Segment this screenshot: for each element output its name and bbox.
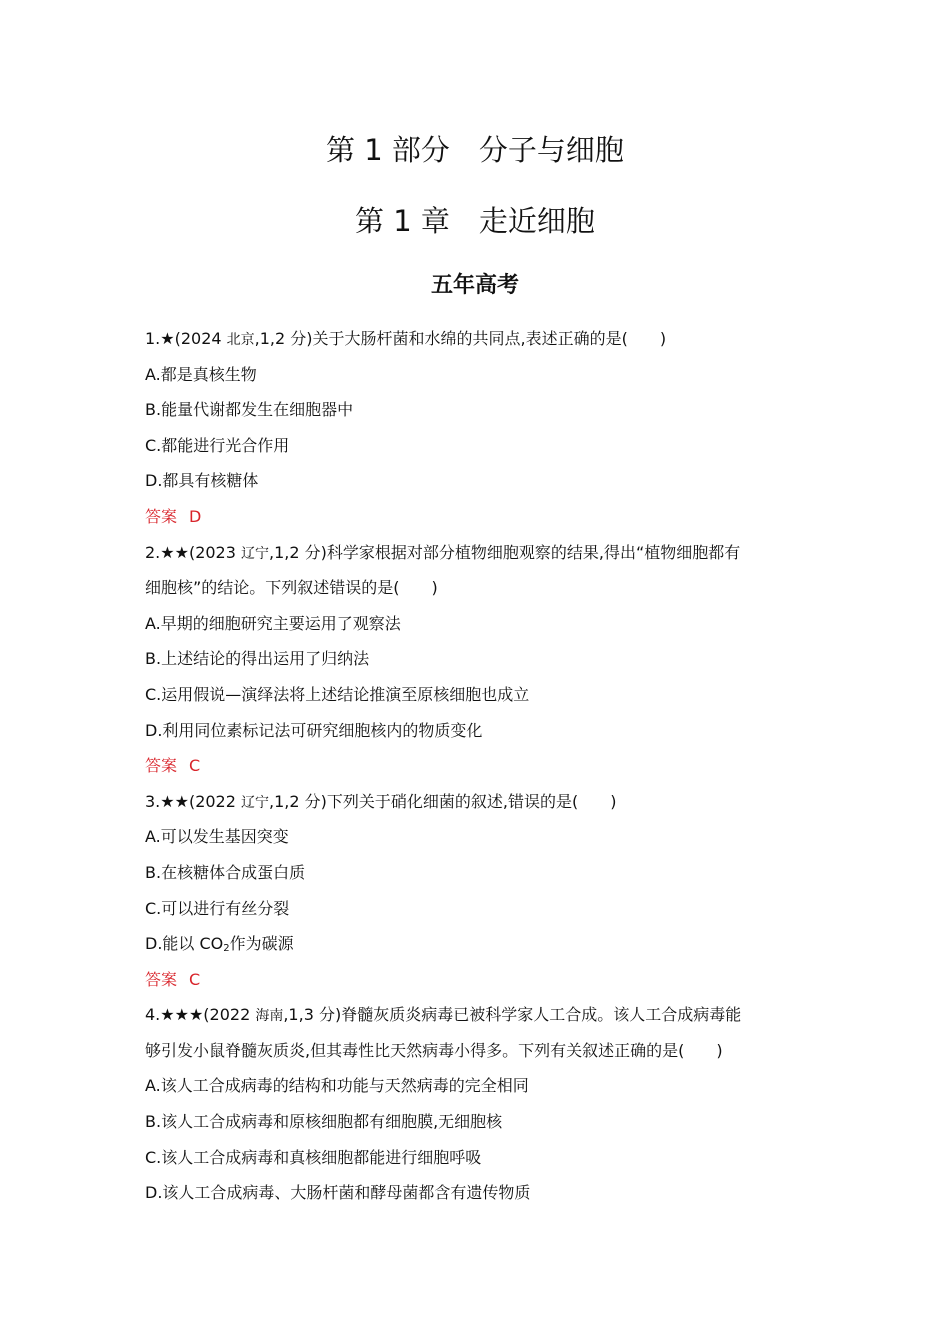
question-4-stem [145, 997, 815, 1033]
question-number: 4. [145, 1005, 161, 1025]
option-b: B.能量代谢都发生在细胞器中 [145, 400, 354, 420]
source-place: 海南 [255, 1008, 284, 1025]
question-1-stem [145, 321, 815, 357]
answer-3 [145, 962, 815, 998]
answer-2 [145, 748, 815, 784]
section-title: 五年高考 [430, 273, 519, 298]
question-number: 3. [145, 791, 161, 811]
source-score: ,1,2 分) [254, 329, 313, 348]
stem-text: 下列关于硝化细菌的叙述,错误的是( ) [326, 791, 617, 811]
stem-text: 科学家根据对部分植物细胞观察的结果,得出“植物细胞都有 [326, 542, 741, 562]
question-2-stem [145, 535, 815, 571]
source-year: (2024 [174, 329, 227, 348]
answer-1 [145, 499, 815, 535]
option-c: C.都能进行光合作用 [145, 435, 290, 455]
difficulty-stars: ★ [160, 329, 175, 348]
question-4-stem-cont: 够引发小鼠脊髓灰质炎,但其毒性比天然病毒小得多。下列有关叙述正确的是( ) [145, 1040, 723, 1060]
option-d-suffix: 作为碳源 [229, 934, 294, 954]
option-c: C.运用假说—演绎法将上述结论推演至原核细胞也成立 [145, 684, 530, 704]
question-2-stem-cont: 细胞核”的结论。下列叙述错误的是( ) [145, 578, 438, 598]
option-a: A.可以发生基因突变 [145, 827, 289, 847]
difficulty-stars: ★★★ [160, 1005, 204, 1025]
answer-value: C [189, 756, 201, 776]
answer-label: 答案 [145, 969, 178, 989]
source-year: (2022 [188, 791, 241, 811]
source-score: ,1,3 分) [283, 1005, 342, 1025]
subscript: 2 [223, 943, 230, 955]
question-list [145, 321, 815, 1211]
stem-text: 脊髓灰质炎病毒已被科学家人工合成。该人工合成病毒能 [341, 1005, 742, 1025]
option-b: B.该人工合成病毒和原核细胞都有细胞膜,无细胞核 [145, 1112, 503, 1132]
option-a: A.该人工合成病毒的结构和功能与天然病毒的完全相同 [145, 1076, 529, 1096]
question-number: 2. [145, 542, 161, 562]
option-d: D.都具有核糖体 [145, 471, 259, 491]
source-place: 辽宁 [241, 794, 269, 811]
option-b: B.上述结论的得出运用了归纳法 [145, 649, 370, 669]
option-c: C.可以进行有丝分裂 [145, 898, 290, 918]
question-number: 1. [145, 329, 161, 348]
source-year: (2023 [188, 542, 241, 562]
source-place: 辽宁 [241, 545, 269, 562]
part-title: 第 1 部分 分子与细胞 [326, 133, 624, 167]
option-d: D.该人工合成病毒、大肠杆菌和酵母菌都含有遗传物质 [145, 1183, 531, 1203]
option-d: D.利用同位素标记法可研究细胞核内的物质变化 [145, 720, 483, 740]
option-c: C.该人工合成病毒和真核细胞都能进行细胞呼吸 [145, 1147, 482, 1167]
source-year: (2022 [203, 1005, 256, 1025]
option-b: B.在核糖体合成蛋白质 [145, 862, 306, 882]
answer-value: C [189, 969, 201, 989]
option-d [145, 926, 815, 962]
difficulty-stars: ★★ [160, 791, 189, 811]
source-score: ,1,2 分) [269, 791, 327, 811]
answer-label: 答案 [145, 506, 178, 526]
question-3-stem [145, 784, 815, 820]
stem-text: 关于大肠杆菌和水绵的共同点,表述正确的是( ) [312, 329, 667, 348]
option-a: A.都是真核生物 [145, 364, 257, 384]
source-score: ,1,2 分) [269, 542, 327, 562]
option-d-prefix: D.能以 CO [145, 934, 224, 954]
answer-label: 答案 [145, 756, 178, 776]
difficulty-stars: ★★ [160, 542, 189, 562]
option-a: A.早期的细胞研究主要运用了观察法 [145, 613, 401, 633]
source-place: 北京 [226, 332, 255, 348]
answer-value: D [189, 506, 202, 526]
chapter-title: 第 1 章 走近细胞 [355, 204, 595, 238]
